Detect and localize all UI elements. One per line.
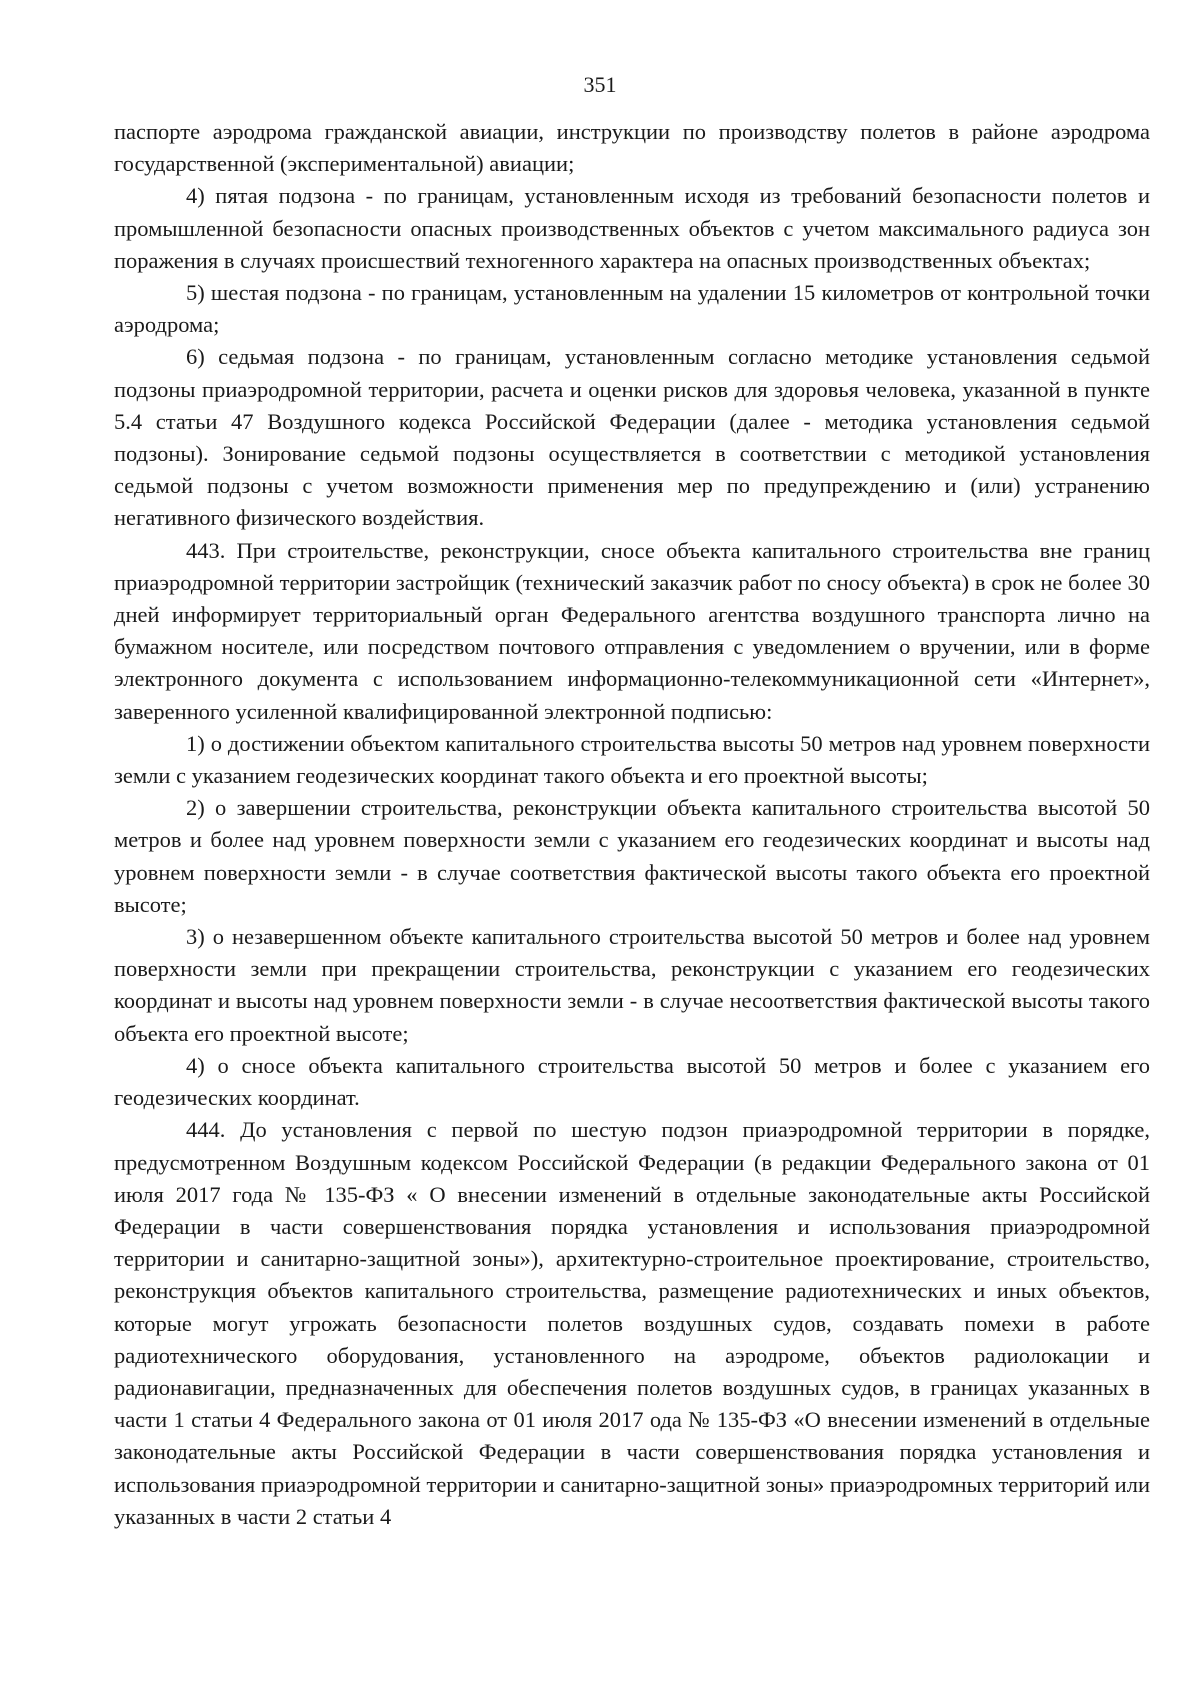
paragraph-443-item-4: 4) о сносе объекта капитального строительства высотой 50 метров и более с указанием его геодезических координат. (114, 1052, 1150, 1111)
paragraph-443: 443. При строительстве, реконструкции, сносе объекта капитального строительства вне границ приаэродромной территории застройщик (технический заказчик работ по сносу объекта) в срок не более 30 дней информирует территориальный орган Федерального агентства воздушного транспорта лично на бумажном носителе, или посредством почтового отправления с уведомлением о вручении, или в форме электронного документа с использованием информационно-телекоммуникационной сети «Интернет», заверенного усиленной квалифицированной электронной подписью: (114, 537, 1150, 724)
page-number: 351 (583, 72, 617, 97)
paragraph-item-6: 6) седьмая подзона - по границам, установленным согласно методике установления седьмой подзоны приаэродромной территории, расчета и оценки рисков для здоровья человека, указанной в пункте 5.4 статьи 47 Воздушного кодекса Российской Федерации (далее - методика установления седьмой подзоны). Зонирование седьмой подзоны осуществляется в соответствии с методикой установления седьмой подзоны с учетом возможности применения мер по предупреждению и (или) устранению негативного физического воздействия. (114, 344, 1150, 531)
paragraph-continuation: паспорте аэродрома гражданской авиации, инструкции по производству полетов в районе аэродрома государственной (экспериментальной) авиации; (114, 119, 1150, 177)
paragraph-444: 444. До установления с первой по шестую подзон приаэродромной территории в порядке, предусмотренном Воздушным кодексом Российской Федерации (в редакции Федерального закона от 01 июля 2017 года № 135-ФЗ « О внесении изменений в отдельные законодательные акты Российской Федерации в части совершенствования порядка установления и использования приаэродромной территории и санитарно-защитной зоны»), архитектурно-строительное проектирование, строительство, реконструкция объектов капитального строительства, размещение радиотехнических и иных объектов, которые могут угрожать безопасности полетов воздушных судов, создавать помехи в работе радиотехнического оборудования, установленного на аэродроме, объектов радиолокации и радионавигации, предназначенных для обеспечения полетов воздушных судов, в границах указанных в части 1 статьи 4 Федерального закона от 01 июля 2017 ода № 135-ФЗ «О внесении изменений в отдельные законодательные акты Российской Федерации в части совершенствования порядка установления и использования приаэродромной территории и санитарно-защитной зоны» приаэродромных территорий или указанных в части 2 статьи 4 (114, 1117, 1150, 1529)
paragraph-item-4: 4) пятая подзона - по границам, установленным исходя из требований безопасности полетов и промышленной безопасности опасных производственных объектов с учетом максимального радиуса зон поражения в случаях происшествий техногенного характера на опасных производственных объектах; (114, 183, 1150, 273)
paragraph-443-item-1: 1) о достижении объектом капитального строительства высоты 50 метров над уровнем поверхности земли с указанием геодезических координат такого объекта и его проектной высоты; (114, 730, 1150, 789)
paragraph-443-item-2: 2) о завершении строительства, реконструкции объекта капитального строительства высотой 50 метров и более над уровнем поверхности земли с указанием его геодезических координат и высоты над уровнем поверхности земли - в случае соответствия фактической высоты такого объекта его проектной высоте; (114, 795, 1150, 917)
paragraph-443-item-3: 3) о незавершенном объекте капитального строительства высотой 50 метров и более над уровнем поверхности земли при прекращении строительства, реконструкции с указанием его геодезических координат и высоты над уровнем поверхности земли - в случае несоответствия фактической высоты такого объекта его проектной высоте; (114, 924, 1150, 1046)
document-body (114, 116, 1150, 1533)
paragraph-item-5: 5) шестая подзона - по границам, установленным на удалении 15 километров от контрольной точки аэродрома; (114, 280, 1150, 338)
